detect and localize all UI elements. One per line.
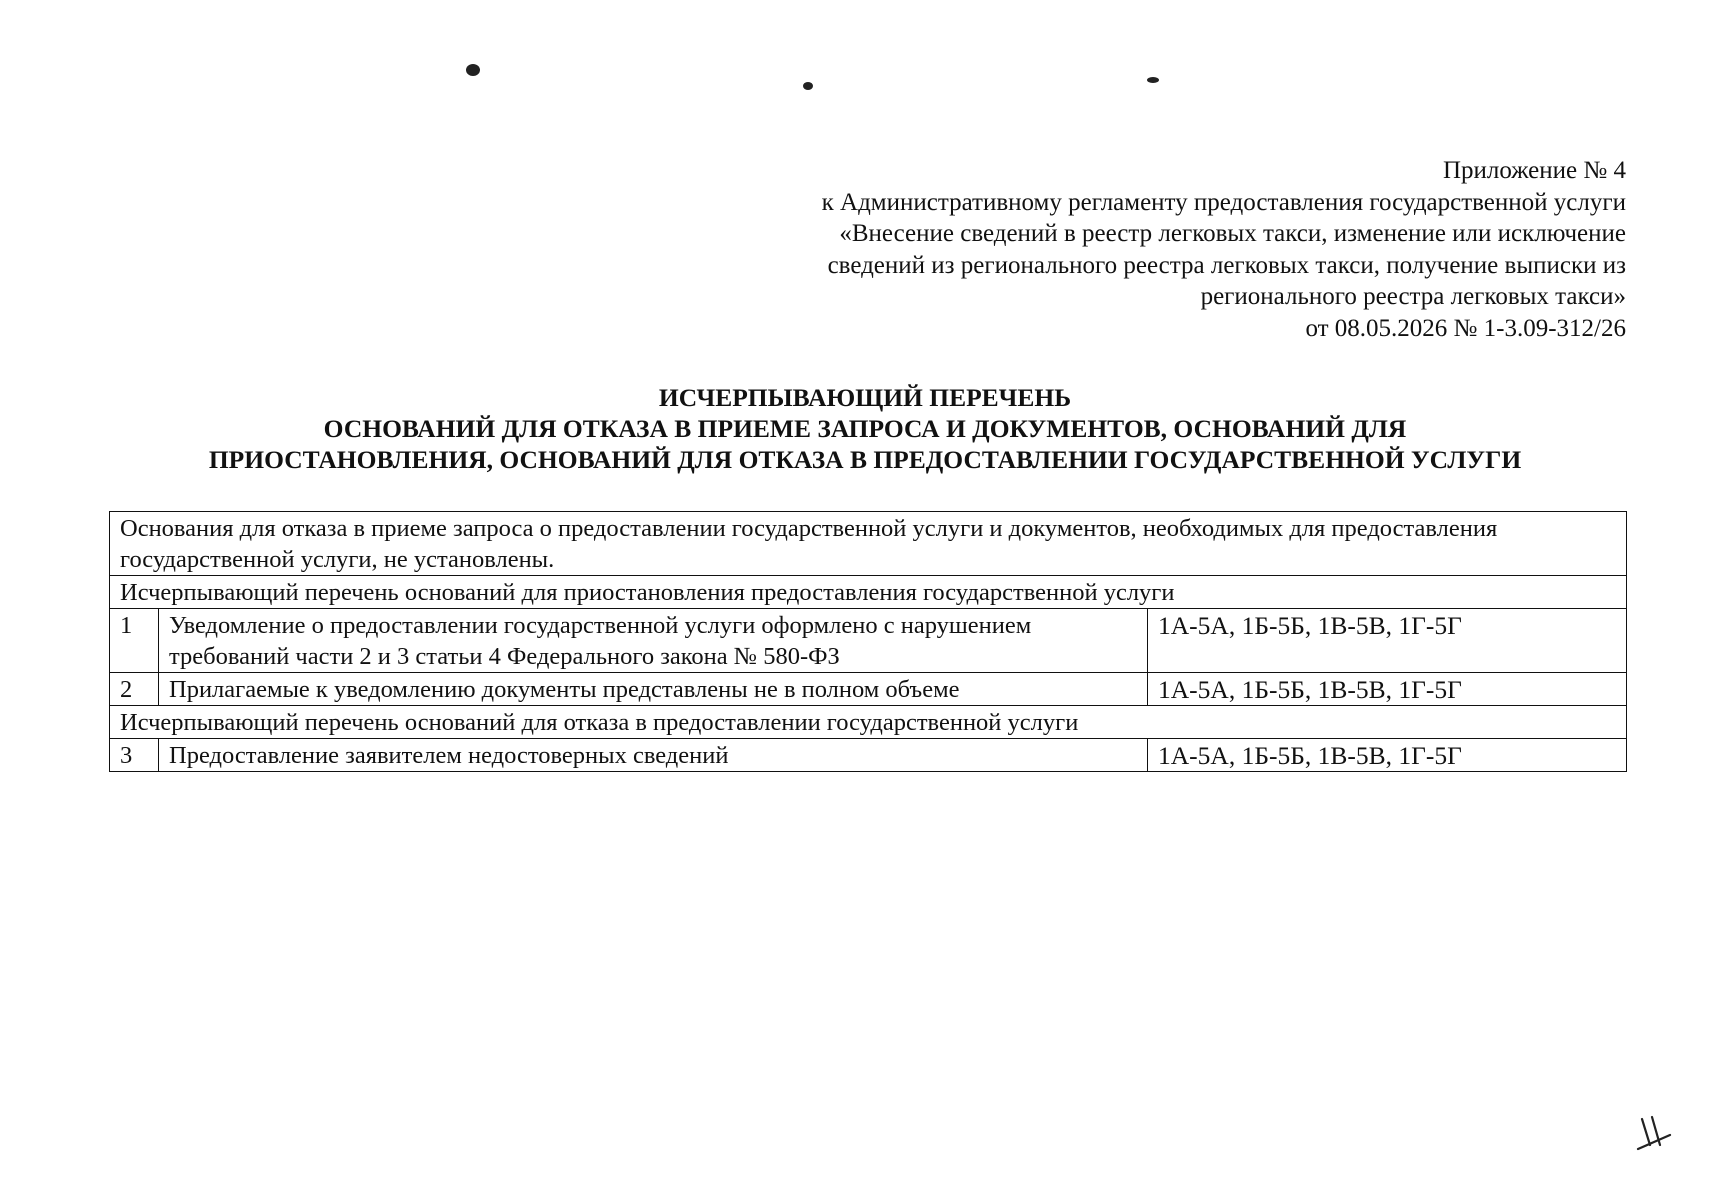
table-row <box>110 673 1627 706</box>
title-line: ПРИОСТАНОВЛЕНИЯ, ОСНОВАНИЙ ДЛЯ ОТКАЗА В ПРЕДОСТАВЛЕНИИ ГОСУДАРСТВЕННОЙ УСЛУГИ <box>208 445 1522 474</box>
table-row <box>110 609 1627 673</box>
row-codes: 1А-5А, 1Б-5Б, 1В-5В, 1Г-5Г <box>1148 673 1627 706</box>
appendix-reference-line: «Внесение сведений в реестр легковых такси, изменение или исключение <box>839 220 1626 247</box>
grounds-table <box>109 511 1627 772</box>
appendix-header <box>646 155 1626 344</box>
scan-speck <box>803 82 813 90</box>
appendix-reference-line: регионального реестра легковых такси» <box>1200 283 1626 310</box>
row-description: Прилагаемые к уведомлению документы представлены не в полном объеме <box>159 673 1148 706</box>
row-number: 2 <box>110 673 159 706</box>
handwritten-page-mark <box>1634 1115 1674 1155</box>
title-line: ОСНОВАНИЙ ДЛЯ ОТКАЗА В ПРИЕМЕ ЗАПРОСА И ДОКУМЕНТОВ, ОСНОВАНИЙ ДЛЯ <box>323 414 1407 443</box>
section-cell: Исчерпывающий перечень оснований для приостановления предоставления государственной услуги <box>110 576 1627 609</box>
row-number: 1 <box>110 609 159 673</box>
document-title <box>100 382 1630 475</box>
row-codes: 1А-5А, 1Б-5Б, 1В-5В, 1Г-5Г <box>1148 609 1627 673</box>
appendix-date-number: от 08.05.2026 № 1-3.09-312/26 <box>1305 314 1626 342</box>
appendix-reference-line: сведений из регионального реестра легковых такси, получение выписки из <box>827 251 1626 279</box>
row-number: 3 <box>110 739 159 772</box>
appendix-reference-line: к Административному регламенту предоставления государственной услуги <box>821 188 1626 216</box>
table-section-row <box>110 512 1627 576</box>
appendix-number: Приложение № 4 <box>1442 157 1626 184</box>
scan-speck <box>466 64 480 76</box>
table-row <box>110 739 1627 772</box>
scan-speck <box>1147 77 1159 83</box>
table-section-row <box>110 576 1627 609</box>
section-cell: Основания для отказа в приеме запроса о предоставлении государственной услуги и документов, необходимых для предоставления государственной услуги, не установлены. <box>110 512 1627 576</box>
table-section-row <box>110 706 1627 739</box>
row-codes: 1А-5А, 1Б-5Б, 1В-5В, 1Г-5Г <box>1148 739 1627 772</box>
row-description: Уведомление о предоставлении государственной услуги оформлено с нарушением требований части 2 и 3 статьи 4 Федерального закона № 580-ФЗ <box>159 609 1148 673</box>
row-description: Предоставление заявителем недостоверных сведений <box>159 739 1148 772</box>
section-cell: Исчерпывающий перечень оснований для отказа в предоставлении государственной услуги <box>110 706 1627 739</box>
title-line: ИСЧЕРПЫВАЮЩИЙ ПЕРЕЧЕНЬ <box>658 383 1072 412</box>
